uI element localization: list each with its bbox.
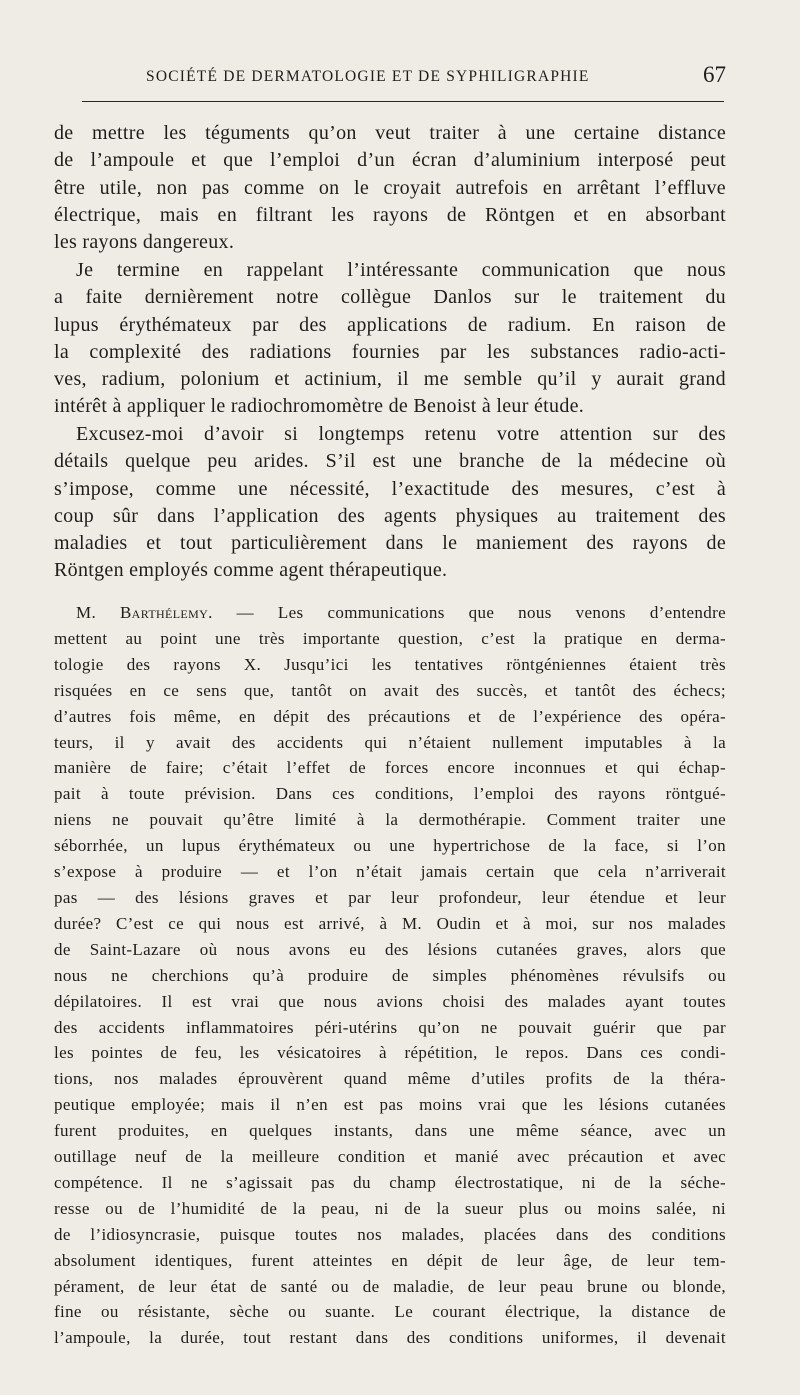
text-line: la complexité des radiations fournies par les substances radio-acti-	[54, 340, 726, 363]
text-line: risquées en ce sens que, tantôt on avait des succès, et tantôt des échecs;	[54, 680, 726, 700]
text-line: Röntgen employés comme agent thérapeutique.	[54, 559, 448, 582]
text-line: furent produites, en quelques instants, dans une même séance, avec un	[54, 1121, 726, 1141]
text-line: l’ampoule, la durée, tout restant dans des conditions uniformes, il devenait	[54, 1328, 726, 1348]
text-line: ves, radium, polonium et actinium, il me semble qu’il y aurait grand	[54, 368, 726, 391]
text-line: de l’idiosyncrasie, puisque toutes nos malades, placées dans des conditions	[54, 1224, 726, 1244]
text-line: séborrhée, un lupus érythémateux ou une hypertrichose de la face, si l’on	[54, 836, 726, 856]
text-line: niens ne pouvait qu’être limité à la dermothérapie. Comment traiter une	[54, 810, 726, 830]
text-line: fine ou résistante, sèche ou suante. Le courant électrique, la distance de	[54, 1302, 726, 1322]
paragraph-2	[54, 257, 726, 421]
text-line: tologie des rayons X. Jusqu’ici les tentatives röntgéniennes étaient très	[54, 654, 726, 674]
text-line: a faite dernièrement notre collègue Danlos sur le traitement du	[54, 286, 726, 309]
text-line: mettent au point une très importante question, c’est la pratique en derma-	[54, 628, 726, 648]
text-line: nous ne cherchions qu’à produire de simples phénomènes révulsifs ou	[54, 965, 726, 985]
text-line: électrique, mais en filtrant les rayons de Röntgen et en absorbant	[54, 203, 726, 226]
text-line: de Saint-Lazare où nous avons eu des lésions cutanées graves, alors que	[54, 939, 726, 959]
text-line: des accidents inflammatoires péri-utérins qu’on ne pouvait guérir que par	[54, 1017, 726, 1037]
text-line: pérament, de leur état de santé ou de maladie, de leur peau brune ou blonde,	[54, 1276, 726, 1296]
text-line: coup sûr dans l’application des agents physiques au traitement des	[54, 504, 726, 527]
text-line: peutique employée; mais il n’en est pas moins vrai que les lésions cutanées	[54, 1095, 726, 1115]
paragraph-1	[54, 120, 726, 256]
text-line: les rayons dangereux.	[54, 231, 235, 254]
speaker-name: M. Barthélemy.	[76, 603, 213, 622]
running-title: SOCIÉTÉ DE DERMATOLOGIE ET DE SYPHILIGRAPHIE	[146, 68, 590, 85]
discussion-paragraph	[54, 600, 726, 1351]
text-line: être utile, non pas comme on le croyait autrefois en arrêtant l’effluve	[54, 176, 726, 199]
text-line: tions, nos malades éprouvèrent quand même d’utiles profits de la théra-	[54, 1069, 726, 1089]
text-line	[54, 600, 726, 626]
text-line: les pointes de feu, les vésicatoires à répétition, le repos. Dans ces condi-	[54, 1043, 726, 1063]
text-line: intérêt à appliquer le radiochromomètre de Benoist à leur étude.	[54, 395, 585, 418]
text-line: absolument identiques, furent atteintes en dépit de leur âge, de leur tem-	[54, 1250, 726, 1270]
paragraph-3	[54, 421, 726, 585]
text-line: de mettre les téguments qu’on veut traiter à une certaine distance	[54, 122, 726, 144]
text-line: s’expose à produire — et l’on n’était jamais certain que cela n’arriverait	[54, 862, 726, 882]
text-line: de l’ampoule et que l’emploi d’un écran d’aluminium interposé peut	[54, 149, 726, 172]
text-line: durée? C’est ce qui nous est arrivé, à M. Oudin et à moi, sur nos malades	[54, 913, 726, 933]
text-line: s’impose, comme une nécessité, l’exactitude des mesures, c’est à	[54, 477, 726, 500]
text-line: détails quelque peu arides. S’il est une branche de la médecine où	[54, 450, 726, 473]
header-rule	[82, 101, 724, 102]
page-number: 67	[703, 62, 726, 87]
text-line: d’autres fois même, en dépit des précautions et de l’expérience des opéra-	[54, 706, 726, 726]
text-line: pait à toute prévision. Dans ces conditions, l’emploi des rayons röntgué-	[54, 784, 726, 804]
text-line: pas — des lésions graves et par leur profondeur, leur étendue et leur	[54, 887, 726, 907]
text-line: compétence. Il ne s’agissait pas du champ électrostatique, ni de la séche-	[54, 1172, 726, 1192]
discussion-opening: — Les communications que nous venons d’entendre	[212, 603, 726, 622]
text-line: Je termine en rappelant l’intéressante communication que nous	[76, 259, 726, 281]
text-line: resse ou de l’humidité de la peau, ni de la sueur plus ou moins salée, ni	[54, 1198, 726, 1218]
text-line: manière de faire; c’était l’effet de forces encore inconnues et qui échap-	[54, 758, 726, 778]
page-header	[54, 62, 726, 94]
text-line: maladies et tout particulièrement dans le maniement des rayons de	[54, 532, 726, 555]
text-line: Excusez-moi d’avoir si longtemps retenu votre attention sur des	[76, 423, 726, 445]
text-line: teurs, il y avait des accidents qui n’étaient nullement imputables à la	[54, 732, 726, 752]
text-line: lupus érythémateux par des applications de radium. En raison de	[54, 313, 726, 336]
text-line: dépilatoires. Il est vrai que nous avions choisi des malades ayant toutes	[54, 991, 726, 1011]
text-line: outillage neuf de la meilleure condition et manié avec précaution et avec	[54, 1147, 726, 1167]
